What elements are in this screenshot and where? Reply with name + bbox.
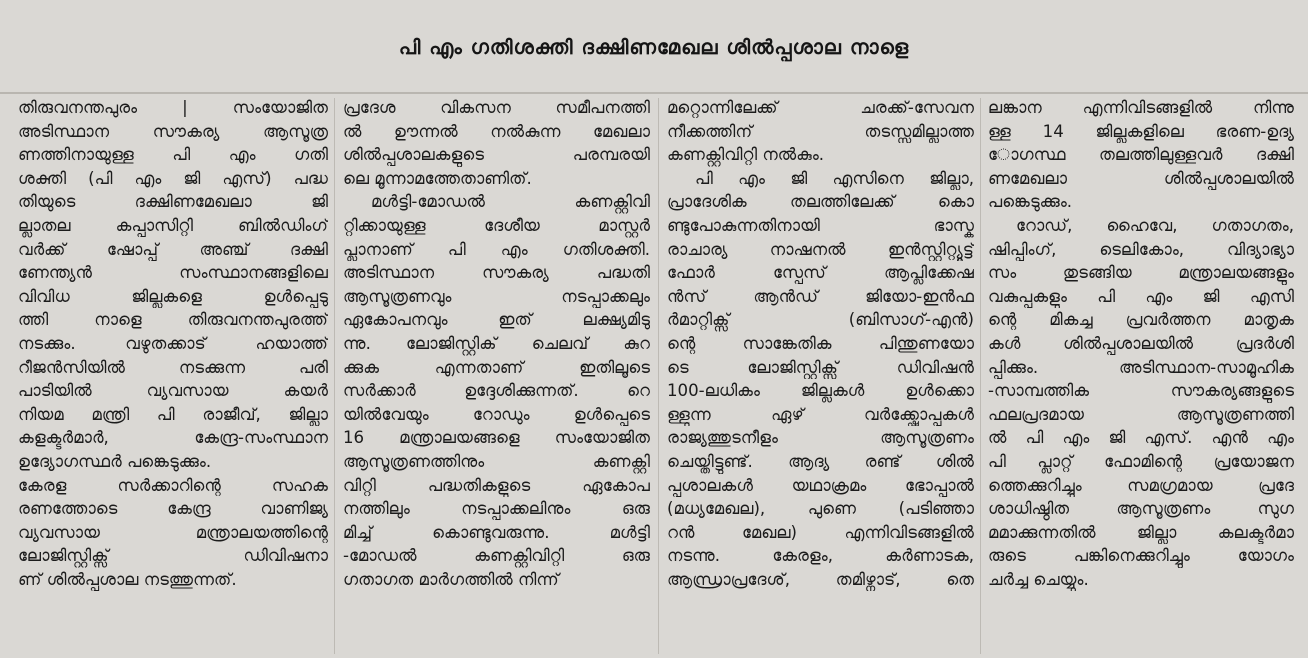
article-line: ോഗസ്ഥ തലത്തിലുള്ളവർ ദക്ഷി	[988, 145, 1294, 165]
article-line: ആസൂത്രണവും നടപ്പാക്കലും	[343, 286, 650, 306]
article-line: ള്ളുന്ന ഏഴ് വർക്ക്ഷോപ്പുകൾ	[667, 404, 974, 424]
article-line: ക്കുക എന്നതാണ് ഇതിലൂടെ	[343, 357, 650, 377]
article-line: റീജൻസിയിൽ നടക്കുന്ന പരി	[18, 357, 328, 377]
article-line: 100-ലധികം ജില്ലകൾ ഉൾക്കൊ	[667, 381, 974, 401]
article-line: രാചാര്യ നാഷനൽ ഇൻസ്റ്റിറ്റ്യൂട്ട്	[667, 239, 974, 259]
article-line: പി എം ജി എസിനെ ജില്ലാ,	[695, 168, 974, 188]
article-line: ത്തെക്കുറിച്ചും സമഗ്രമായ പ്രദേ	[988, 475, 1294, 495]
article-line: ശാധിഷ്ഠിത ആസൂത്രണം സുഗ	[988, 499, 1294, 519]
article-line: പ്ലാനാണ് പി എം ഗതിശക്തി.	[343, 239, 650, 259]
article-line: വകുപ്പുകളും പി എം ജി എസി	[988, 286, 1294, 306]
article-line: പ്രദേശ വികസന സമീപനത്തി	[343, 98, 650, 117]
column-divider	[658, 98, 659, 654]
article-line: ഫോർ സ്പേസ് ആപ്ലിക്കേഷ	[667, 263, 974, 283]
article-line: ൽ പി എം ജി എസ്. എൻ എം	[988, 428, 1294, 448]
article-line: ശിൽപ്പശാലകളുടെ പരമ്പരയി	[343, 145, 650, 165]
article-line: നടന്നു. കേരളം, കർണാടക,	[667, 546, 974, 566]
article-line: തിരുവനന്തപുരം | സംയോജിത	[18, 98, 328, 117]
article-line: ആസൂത്രണത്തിനും കണക്റ്റി	[343, 451, 650, 471]
article-line: മൾട്ടി-മോഡൽ കണക്റ്റിവി	[371, 192, 650, 212]
article-line: പി പ്ലാറ്റ് ഫോമിന്റെ പ്രയോജന	[988, 451, 1294, 471]
column-divider	[980, 98, 981, 654]
article-line: ടെ ലോജിസ്റ്റിക്സ് ഡിവിഷൻ	[667, 357, 974, 377]
article-line: നീക്കത്തിന് തടസ്സമില്ലാത്ത	[667, 121, 974, 141]
article-line: ണ്ടുപോകുന്നതിനായി ഭാസ്ക	[667, 215, 974, 235]
article-line: ണ് ശിൽപ്പശാല നടത്തുന്നത്.	[18, 569, 237, 589]
article-line: സം തുടങ്ങിയ മന്ത്രാലയങ്ങളും	[988, 263, 1294, 283]
article-line: രുടെ പങ്കിനെക്കുറിച്ചും യോഗം	[988, 546, 1294, 566]
article-line: വിവിധ ജില്ലകളെ ഉൾപ്പെടു	[18, 286, 328, 306]
article-line: അടിസ്ഥാന സൗകര്യ ആസൂത്ര	[18, 121, 328, 141]
article-line: ഷിപ്പിംഗ്, ടെലികോം, വിദ്യാഭ്യാ	[988, 239, 1294, 259]
article-line: ന്നു. ലോജിസ്റ്റിക് ചെലവ് കുറ	[343, 333, 650, 353]
article-line: ത്തി നാളെ തിരുവനന്തപുരത്ത്	[18, 310, 328, 330]
article-line: ന്റെ സാങ്കേതിക പിന്തുണയോ	[667, 333, 974, 353]
article-column-3	[667, 96, 974, 656]
article-line: വർക്ക് ഷോപ്പ് അഞ്ച് ദക്ഷി	[18, 239, 328, 259]
article-line: ഗതാഗത മാർഗത്തിൽ നിന്ന്	[343, 569, 559, 589]
article-line: ശക്തി (പി എം ജി എസ്) പദ്ധ	[18, 168, 328, 188]
article-line: കേരള സർക്കാറിന്റെ സഹക	[18, 475, 328, 495]
article-line: ണമേഖലാ ശിൽപ്പശാലയിൽ	[988, 168, 1294, 188]
article-line: ല്ലാതല കപ്പാസിറ്റി ബിൽഡിംഗ്	[18, 215, 328, 235]
article-column-2	[343, 96, 650, 656]
article-line: നത്തിലും നടപ്പാക്കലിനും ഒരു	[343, 499, 650, 519]
article-column-1	[18, 96, 328, 656]
article-line: ൻസ് ആൻഡ് ജിയോ-ഇൻഫ	[667, 286, 974, 306]
article-line: ർമാറ്റിക്സ് (ബിസാഗ്-എൻ)	[667, 310, 974, 330]
article-line: പാടിയിൽ വ്യവസായ കയർ	[18, 381, 328, 401]
article-line: മമാക്കുന്നതിൽ ജില്ലാ കലക്ടർമാ	[988, 522, 1294, 542]
article-line: റോഡ്, ഹൈവേ, ഗതാഗതം,	[1016, 215, 1294, 235]
headline: പി എം ഗതിശക്തി ദക്ഷിണമേഖല ശിൽപ്പശാല നാളെ	[398, 35, 910, 59]
headline-rule	[0, 92, 1308, 94]
article-column-4	[988, 96, 1294, 656]
article-line: 16 മന്ത്രാലയങ്ങളെ സംയോജിത	[343, 428, 650, 448]
article-line: ഫലപ്രദമായ ആസൂത്രണത്തി	[988, 404, 1294, 424]
article-line: കൾ ശിൽപ്പശാലയിൽ പ്രദർശി	[988, 333, 1294, 353]
article-line: ലങ്കാന എന്നിവിടങ്ങളിൽ നിന്നു	[988, 98, 1294, 117]
article-line: ന്റെ മികച്ച പ്രവർത്തന മാതൃക	[988, 310, 1294, 330]
article-line: ലോജിസ്റ്റിക്സ് ഡിവിഷനാ	[18, 546, 328, 566]
article-line: ആന്ധ്രാപ്രദേശ്, തമിഴ്നാട്, തെ	[667, 569, 974, 589]
article-line: നടക്കും. വഴുതക്കാട് ഹയാത്ത്	[18, 333, 328, 353]
article-line: ഉദ്യോഗസ്ഥർ പങ്കെടുക്കും.	[18, 451, 212, 471]
article-line: യിൽവേയും റോഡും ഉൾപ്പെടെ	[343, 404, 650, 424]
article-line: റ്റിക്കായുള്ള ദേശീയ മാസ്റ്റർ	[343, 215, 650, 235]
article-line: പ്പശാലകൾ യഥാക്രമം ഭോപ്പാൽ	[667, 475, 974, 495]
article-line: പങ്കെടുക്കും.	[988, 192, 1073, 212]
article-line: രണത്തോടെ കേന്ദ്ര വാണിജ്യ	[18, 499, 328, 519]
article-line: ഏകോപനവും ഇത് ലക്ഷ്യമിടു	[343, 310, 650, 330]
article-line: കളക്ടർമാർ, കേന്ദ്ര-സംസ്ഥാന	[18, 428, 328, 448]
article-line: പ്രാദേശിക തലത്തിലേക്ക് കൊ	[667, 192, 974, 212]
article-line: ചെയ്തിട്ടുണ്ട്. ആദ്യ രണ്ട് ശിൽ	[667, 451, 974, 471]
article-line: വിറ്റി പദ്ധതികളുടെ ഏകോപ	[343, 475, 650, 495]
article-line: തിയുടെ ദക്ഷിണമേഖലാ ജി	[18, 192, 328, 212]
article-line: ൽ ഊന്നൽ നൽകുന്ന മേഖലാ	[343, 121, 650, 141]
article-line: സർക്കാർ ഉദ്ദേശിക്കുന്നത്. റെ	[343, 381, 650, 401]
article-line: റൻ മേഖല) എന്നിവിടങ്ങളിൽ	[667, 522, 974, 542]
article-line: ള്ള 14 ജില്ലകളിലെ ഭരണ-ഉദ്യ	[988, 121, 1294, 141]
article-line: -മോഡൽ കണക്റ്റിവിറ്റി ഒരു	[343, 546, 650, 566]
article-line: ണത്തിനായുള്ള പി എം ഗതി	[18, 145, 328, 165]
article-line: രാജ്യത്തുടനീളം ആസൂത്രണം	[667, 428, 974, 448]
article-line: നിയമ മന്ത്രി പി രാജീവ്, ജില്ലാ	[18, 404, 328, 424]
article-line: ലെ മൂന്നാമത്തേതാണിത്.	[343, 168, 532, 188]
article-line: അടിസ്ഥാന സൗകര്യ പദ്ധതി	[343, 263, 650, 283]
article-line: വ്യവസായ മന്ത്രാലയത്തിന്റെ	[18, 522, 328, 542]
column-divider	[334, 98, 335, 654]
article-line: മറ്റൊന്നിലേക്ക് ചരക്ക്-സേവന	[667, 98, 974, 117]
article-line: -സാമ്പത്തിക സൗകര്യങ്ങളുടെ	[988, 381, 1294, 401]
article-line: കണക്റ്റിവിറ്റി നൽകും.	[667, 145, 825, 165]
article-line: മിച്ച് കൊണ്ടുവരുന്നു. മൾട്ടി	[343, 522, 650, 542]
article-line: ചർച്ച ചെയ്യും.	[988, 569, 1089, 589]
article-line: പ്പിക്കും. അടിസ്ഥാന-സാമൂഹിക	[988, 357, 1294, 377]
article-line: ണേന്ത്യൻ സംസ്ഥാനങ്ങളിലെ	[18, 263, 328, 283]
article-line: (മധ്യമേഖല), പുണെ (പടിഞ്ഞാ	[667, 499, 974, 519]
